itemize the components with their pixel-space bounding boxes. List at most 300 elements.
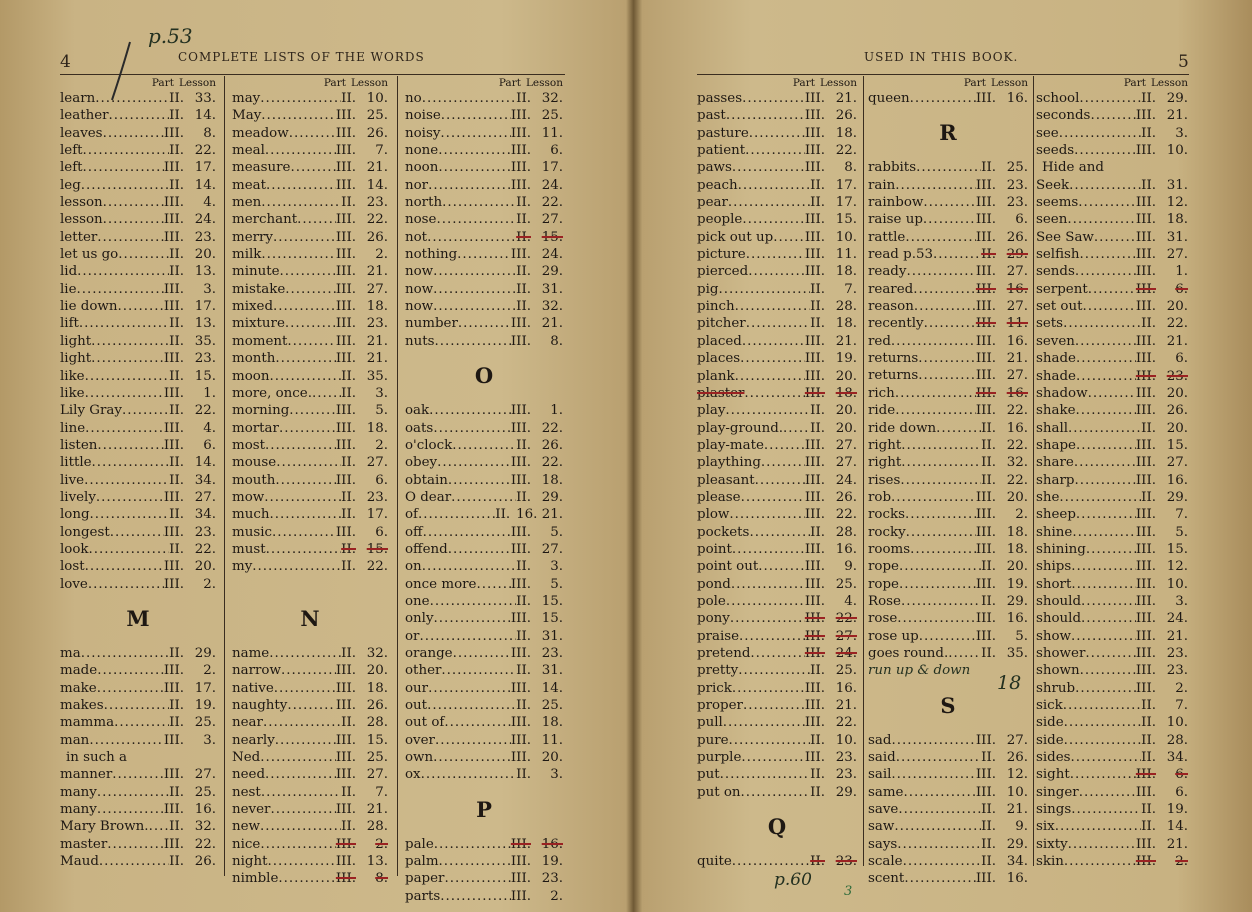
index-entry (697, 662, 857, 679)
entry-lesson: 34. (1006, 854, 1028, 870)
entry-word: Seek (1036, 177, 1070, 193)
entry-lesson: 21. (1006, 351, 1028, 367)
dot-leader (1076, 368, 1136, 385)
entry-lesson: 22. (366, 559, 388, 575)
entry-lesson: 31. (1166, 177, 1188, 193)
entry-lesson: 29. (1166, 489, 1188, 505)
dot-leader (110, 524, 164, 541)
entry-part: III. (1135, 333, 1156, 349)
dot-leader (436, 211, 516, 228)
entry-part: II. (1141, 802, 1156, 818)
entry-lesson: 17. (194, 160, 216, 176)
entry-word: meadow (232, 125, 289, 141)
entry-part: II. (169, 455, 184, 471)
entry-word: mortar (232, 420, 279, 436)
lesson-heading: Lesson (350, 77, 388, 89)
entry-part: III. (335, 836, 356, 852)
entry-part: II. (341, 455, 356, 471)
dot-leader (265, 142, 336, 159)
index-entry (1036, 107, 1188, 124)
entry-word: nor (405, 177, 429, 193)
entry-part: II. (495, 507, 511, 523)
dot-leader (898, 801, 981, 818)
index-entry (697, 714, 857, 731)
entry-lesson: 8. (375, 871, 388, 887)
index-entry (405, 263, 563, 280)
index-entry (1036, 177, 1188, 194)
entry-word: share (1036, 455, 1074, 471)
entry-word: now (405, 264, 434, 280)
dot-leader (266, 541, 342, 558)
entry-word: same (868, 784, 904, 800)
index-entry (232, 229, 388, 246)
dot-leader (433, 749, 511, 766)
dot-leader (739, 628, 805, 645)
entry-lesson: 20. (541, 750, 563, 766)
dot-leader (103, 211, 164, 228)
entry-part: II. (981, 750, 996, 765)
entry-lesson: 5. (550, 576, 563, 592)
index-entry (868, 524, 1028, 541)
entry-part: II. (341, 784, 356, 800)
entry-word: sixty (1036, 836, 1068, 852)
dot-leader (104, 697, 170, 714)
entry-part: II. (981, 559, 996, 575)
dot-leader (895, 402, 976, 419)
entry-lesson: 7. (375, 784, 388, 800)
entry-word: quite (697, 854, 732, 870)
entry-word: offend (405, 541, 448, 557)
entry-word: returns (868, 368, 919, 384)
index-entry (697, 420, 857, 437)
entry-part: III. (510, 177, 531, 193)
entry-lesson: 16. (1006, 91, 1028, 106)
entry-part: III. (1135, 680, 1156, 696)
index-entry (60, 818, 216, 835)
column-divider (397, 76, 398, 876)
entry-part: III. (335, 854, 356, 870)
index-entry (405, 697, 563, 714)
index-entry (405, 246, 563, 263)
index-entry (1036, 333, 1188, 350)
entry-part: II. (341, 195, 356, 211)
dot-leader (1059, 489, 1141, 506)
dot-leader (1081, 593, 1136, 610)
entry-lesson: 28. (366, 819, 388, 835)
entry-part: III. (804, 559, 825, 575)
index-entry (60, 680, 216, 697)
index-entry (232, 125, 388, 142)
dot-leader (783, 420, 810, 437)
dot-leader (895, 177, 976, 194)
entry-part: III. (163, 299, 184, 315)
index-entry (60, 194, 216, 211)
entry-lesson: 32. (541, 299, 563, 315)
entry-part: II. (981, 455, 996, 471)
entry-part: III. (335, 299, 356, 315)
entry-lesson: 10. (1006, 784, 1028, 800)
entry-part: III. (335, 663, 356, 679)
entry-word: sends (1036, 264, 1075, 280)
dot-leader (1076, 437, 1136, 454)
dot-leader (730, 610, 805, 627)
index-entry (60, 298, 216, 315)
entry-word: once more (405, 576, 477, 592)
column-header (232, 76, 388, 90)
index-entry (868, 576, 1028, 593)
entry-word: in such a (66, 750, 128, 766)
dot-leader (749, 524, 810, 541)
index-entry (1036, 281, 1188, 298)
entry-lesson: 27. (1006, 299, 1028, 315)
dot-leader (924, 315, 976, 332)
entry-lesson: 21. (1166, 836, 1188, 852)
column-divider (224, 76, 225, 876)
entry-lesson: 27. (366, 767, 388, 783)
entry-part: III. (975, 333, 996, 349)
dot-leader (896, 749, 981, 766)
index-entry (697, 472, 857, 489)
entry-part: II. (169, 247, 184, 263)
entry-part: III. (1135, 108, 1156, 124)
index-entry (405, 211, 563, 228)
index-entry (1036, 90, 1188, 107)
entry-lesson: 12. (1166, 559, 1188, 575)
index-entry (232, 558, 388, 575)
entry-word: out of (405, 715, 445, 731)
index-entry (697, 177, 857, 194)
lesson-heading: Lesson (1150, 77, 1188, 89)
column-header (405, 76, 563, 90)
index-entry (405, 489, 563, 506)
entry-lesson: 29. (1006, 247, 1028, 263)
dot-leader (264, 489, 341, 506)
entry-lesson: 17. (835, 177, 857, 193)
index-entry (60, 489, 216, 506)
index-entry (60, 315, 216, 332)
index-entry (60, 766, 216, 783)
part-heading: Part (963, 77, 986, 89)
dot-leader (261, 194, 341, 211)
dot-leader (260, 749, 336, 766)
index-entry (60, 714, 216, 731)
index-entry (1036, 697, 1188, 714)
section-letter: N (300, 605, 320, 631)
entry-lesson: 7. (1175, 698, 1188, 714)
entry-part: III. (1135, 646, 1156, 661)
entry-word: lie down (60, 299, 118, 315)
entry-word: sides (1036, 750, 1071, 766)
index-entry (697, 697, 857, 714)
index-entry (232, 385, 388, 402)
index-entry (405, 714, 563, 731)
entry-lesson: 23. (366, 489, 388, 505)
index-entry (1036, 263, 1188, 280)
entry-word: one (405, 593, 430, 609)
entry-word: sheep (1036, 507, 1076, 523)
entry-lesson: 1. (1175, 264, 1188, 280)
entry-word: man (60, 732, 90, 748)
entry-word: off (405, 524, 423, 540)
entry-part: III. (804, 646, 825, 661)
index-entry (868, 315, 1028, 332)
entry-part: III. (804, 576, 825, 592)
entry-lesson: 6. (1175, 767, 1188, 783)
entry-word: parts (405, 888, 441, 904)
index-entry (868, 784, 1028, 801)
entry-word: listen (60, 437, 98, 453)
index-entry (1036, 385, 1188, 402)
index-entry (405, 541, 563, 558)
dot-leader (761, 454, 805, 471)
entry-lesson: 25. (541, 108, 563, 124)
entry-word: Ned (232, 750, 261, 766)
entry-word: Mary Brown. (60, 819, 149, 835)
index-entry (1036, 350, 1188, 367)
index-entry (697, 853, 857, 870)
entry-lesson: 16. (1166, 472, 1188, 488)
entry-part: II. (341, 645, 356, 661)
index-entry (697, 576, 857, 593)
entry-word: night (232, 854, 268, 870)
entry-lesson: 3. (1175, 593, 1188, 609)
entry-part: III. (804, 264, 825, 280)
dot-leader (289, 402, 336, 419)
lesson-heading: Lesson (525, 77, 563, 89)
dot-leader (312, 385, 341, 402)
dot-leader (1063, 697, 1141, 714)
entry-word: lie (60, 281, 77, 297)
entry-lesson: 18. (1006, 541, 1028, 557)
dot-leader (743, 697, 805, 714)
dot-leader (905, 229, 976, 246)
index-entry (1036, 437, 1188, 454)
entry-word: mixed (232, 299, 274, 315)
index-entry (1036, 732, 1188, 749)
entry-word: red (868, 333, 891, 349)
entry-part: III. (804, 108, 825, 124)
index-entry (697, 350, 857, 367)
entry-lesson: 23. (835, 767, 857, 783)
index-entry (697, 125, 857, 142)
dot-leader (273, 229, 336, 246)
entry-lesson: 16. 21. (516, 507, 563, 523)
entry-part: II. (981, 836, 996, 852)
entry-word: sick (1036, 698, 1063, 714)
entry-lesson: 27. (835, 628, 857, 644)
entry-word: rocks (868, 507, 905, 523)
index-entry (232, 732, 388, 749)
entry-word: see (1036, 125, 1059, 141)
entry-lesson: 34. (1166, 750, 1188, 766)
entry-part: III. (804, 715, 825, 731)
entry-part: III. (335, 333, 356, 349)
entry-word: play (697, 403, 726, 419)
dot-leader (434, 610, 511, 627)
entry-word: most (232, 437, 266, 453)
entry-part: III. (975, 489, 996, 505)
index-entry (60, 558, 216, 575)
running-head: COMPLETE LISTS OF THE WORDS (178, 50, 425, 64)
word-column (1036, 76, 1188, 870)
entry-part: III. (510, 611, 531, 627)
entry-lesson: 15. (835, 212, 857, 228)
entry-word: paws (697, 160, 732, 176)
entry-lesson: 8. (203, 125, 216, 141)
entry-word: pear (697, 195, 728, 211)
entry-part: III. (1135, 143, 1156, 159)
index-entry (60, 420, 216, 437)
entry-part: III. (1135, 611, 1156, 627)
index-entry (405, 576, 563, 593)
dot-leader (442, 194, 516, 211)
dot-leader (1063, 315, 1141, 332)
entry-lesson: 34. (194, 507, 216, 523)
entry-lesson: 25. (366, 750, 388, 766)
entry-part: III. (335, 871, 356, 887)
entry-part: II. (810, 524, 825, 540)
entry-part: II. (1141, 125, 1156, 141)
entry-part: II. (810, 403, 825, 419)
entry-word: sharp (1036, 472, 1075, 488)
dot-leader (897, 610, 976, 627)
entry-lesson: 13. (194, 316, 216, 332)
index-entry (1036, 159, 1188, 176)
dot-leader (89, 732, 164, 749)
dot-leader (903, 853, 982, 870)
entry-lesson: 31. (541, 663, 563, 679)
dot-leader (265, 766, 336, 783)
entry-lesson: 13. (194, 264, 216, 280)
dot-leader (419, 628, 516, 645)
index-entry (868, 853, 1028, 870)
dot-leader (422, 558, 516, 575)
entry-lesson: 27. (1006, 368, 1028, 384)
entry-lesson: 3. (375, 385, 388, 401)
entry-part: II. (516, 593, 531, 609)
dot-leader (1071, 558, 1136, 575)
entry-lesson: 2. (1175, 854, 1188, 870)
word-column (232, 76, 388, 888)
entry-part: II. (516, 559, 531, 575)
entry-part: III. (975, 195, 996, 211)
index-entry (405, 420, 563, 437)
lesson-heading: Lesson (990, 77, 1028, 89)
entry-word: shining (1036, 541, 1086, 557)
entry-part: III. (335, 420, 356, 436)
dot-leader (742, 90, 805, 107)
dot-leader (457, 246, 511, 263)
dot-leader (85, 385, 164, 402)
index-entry (405, 836, 563, 853)
entry-word: save (868, 802, 899, 818)
entry-word: ready (868, 264, 907, 280)
entry-lesson: 10. (835, 732, 857, 748)
entry-lesson: 27. (366, 281, 388, 297)
dot-leader (914, 298, 976, 315)
entry-lesson: 35. (1006, 645, 1028, 661)
entry-part: III. (804, 507, 825, 523)
entry-part: III. (335, 680, 356, 696)
entry-part: III. (510, 836, 531, 852)
entry-part: II. (1141, 819, 1156, 835)
entry-lesson: 34. (194, 472, 216, 488)
entry-lesson: 24. (194, 212, 216, 228)
dot-leader (92, 454, 170, 471)
dot-leader (1076, 402, 1136, 419)
entry-lesson: 28. (1166, 732, 1188, 748)
entry-part: III. (163, 802, 184, 818)
dot-leader (252, 558, 341, 575)
index-entry (405, 766, 563, 783)
dot-leader (97, 801, 164, 818)
index-entry (868, 298, 1028, 315)
entry-part: II. (1141, 420, 1156, 436)
index-entry (697, 333, 857, 350)
entry-lesson: 3. (550, 559, 563, 575)
entry-part: III. (163, 160, 184, 176)
index-entry (697, 229, 857, 246)
entry-part: III. (335, 229, 356, 245)
entry-part: III. (163, 281, 184, 297)
entry-lesson: 29. (1006, 836, 1028, 852)
entry-lesson: 15. (1166, 437, 1188, 453)
entry-part: III. (1135, 437, 1156, 453)
entry-part: III. (335, 316, 356, 332)
entry-lesson: 22. (1006, 403, 1028, 419)
column-header (868, 76, 1028, 90)
entry-lesson: 3. (1175, 125, 1188, 141)
entry-word: May (232, 108, 262, 124)
entry-part: III. (163, 212, 184, 228)
entry-word: north (405, 195, 443, 211)
entry-part: II. (516, 195, 531, 211)
entry-part: II. (810, 195, 825, 211)
entry-part: III. (975, 351, 996, 367)
entry-lesson: 23. (194, 351, 216, 367)
entry-word: ride down (868, 420, 937, 436)
index-entry (1036, 836, 1188, 853)
index-entry (1036, 489, 1188, 506)
index-entry (1036, 593, 1188, 610)
entry-lesson: 17. (366, 507, 388, 523)
dot-leader (732, 541, 805, 558)
entry-part: III. (163, 767, 184, 783)
entry-lesson: 21. (366, 333, 388, 349)
dot-leader (741, 749, 804, 766)
dot-leader (728, 194, 810, 211)
entry-lesson: 15. (541, 229, 563, 245)
entry-part: III. (335, 524, 356, 540)
entry-part: II. (810, 281, 825, 297)
dot-leader (1068, 420, 1141, 437)
entry-part: III. (335, 767, 356, 783)
entry-lesson: 11. (835, 247, 857, 263)
entry-lesson: 15. (366, 541, 388, 557)
entry-lesson: 28. (835, 299, 857, 315)
entry-word: lesson (60, 212, 103, 228)
entry-lesson: 14. (366, 177, 388, 193)
index-entry (232, 645, 388, 662)
entry-part: II. (810, 854, 825, 870)
entry-word: rose (868, 611, 898, 627)
entry-lesson: 22. (1006, 472, 1028, 488)
entry-word: measure (232, 160, 291, 176)
index-entry (232, 211, 388, 228)
entry-lesson: 32. (1006, 455, 1028, 471)
entry-part: III. (975, 229, 996, 245)
entry-lesson: 1. (550, 403, 563, 419)
